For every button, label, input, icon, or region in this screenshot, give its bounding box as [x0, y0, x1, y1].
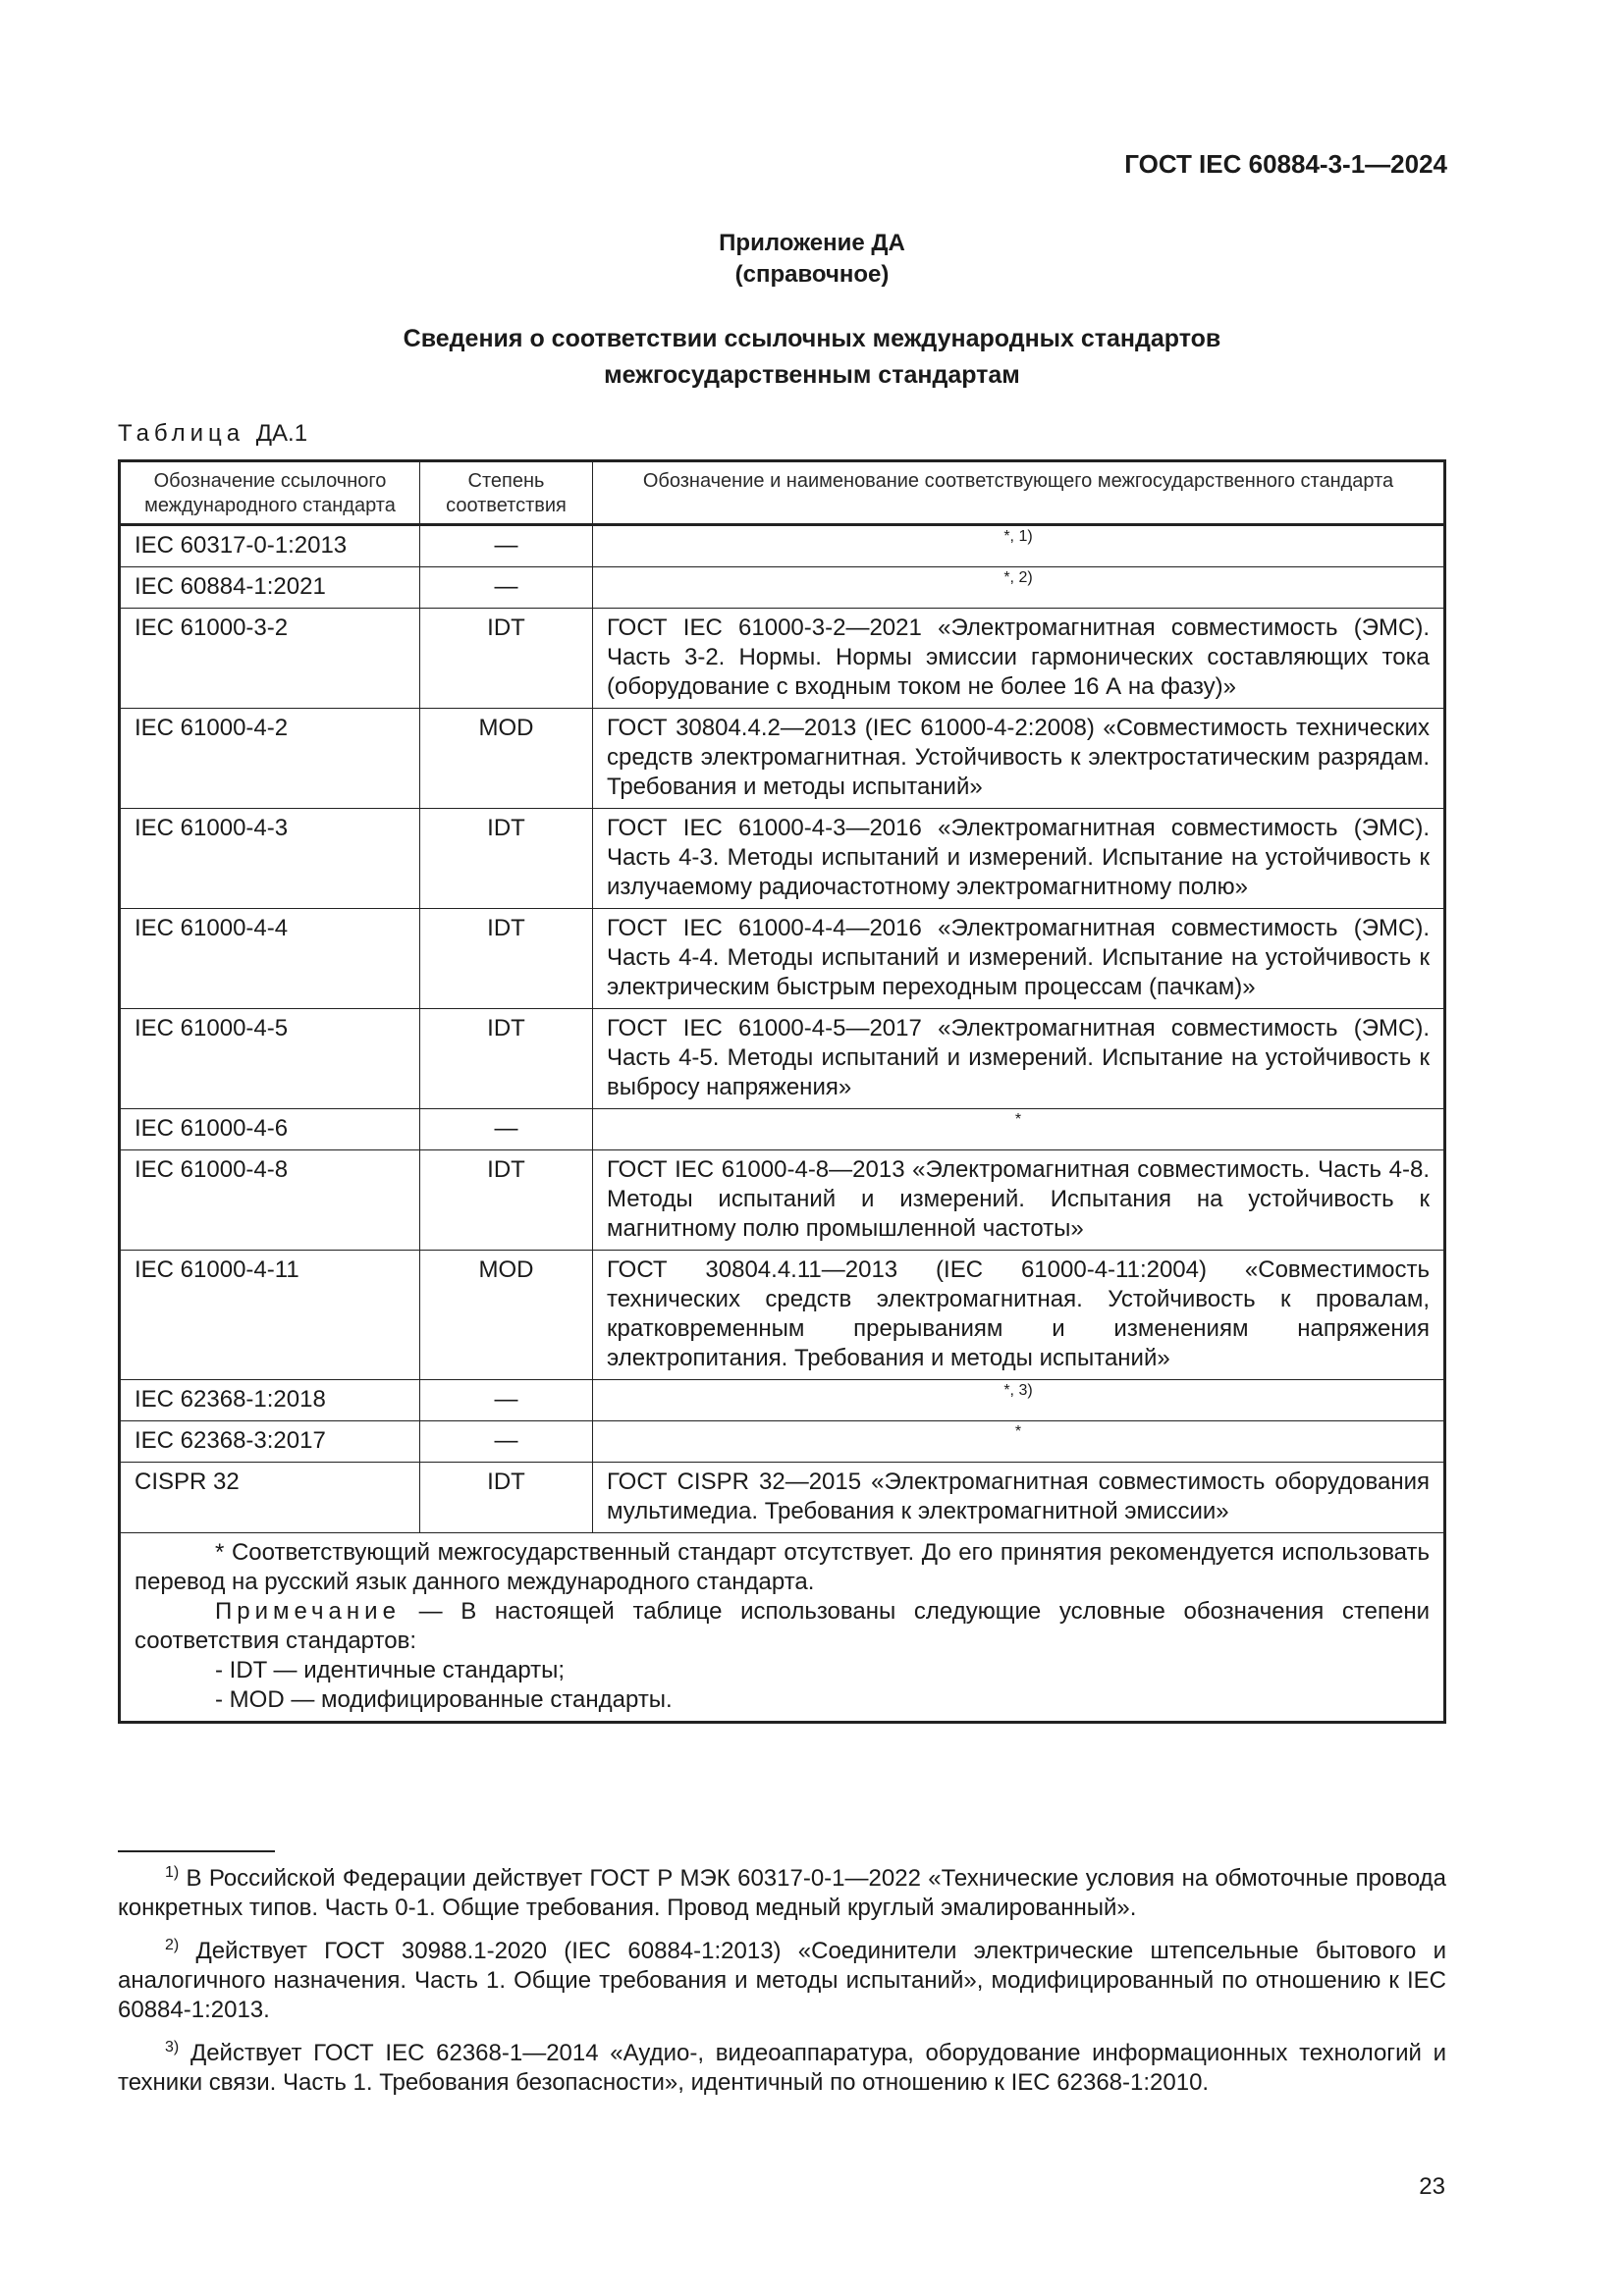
footnote-mark: 1) [165, 1864, 180, 1881]
table-row [120, 809, 1445, 909]
table-row [120, 1251, 1445, 1380]
note-list-item: - IDT — идентичные стандарты; [215, 1657, 566, 1683]
note-text: — В настоящей таблице использованы следующие условные обозначения степени соответствия стандартов: [135, 1598, 1430, 1654]
table-row [120, 609, 1445, 709]
appendix-title: Приложение ДА [719, 230, 905, 256]
cell-reference: IEC 61000-4-5 [120, 1009, 420, 1109]
footnote-text: Действует ГОСТ 30988.1-2020 (IEC 60884-1:2013) «Соединители электрические штепсельные бытового и аналогичного назначения. Часть 1. Общие требования и методы испытаний», модифицированный по отношению к IEC 60884-1:2013. [118, 1938, 1446, 2023]
note-label: Примечание [215, 1598, 401, 1625]
cell-name: ГОСТ IEC 61000-4-5—2017 «Электромагнитная совместимость (ЭМС). Часть 4-5. Методы испытаний и измерений. Испытание на устойчивость к выбросу напряжения» [593, 1009, 1445, 1109]
table-row [120, 1463, 1445, 1533]
cell-name: ГОСТ 30804.4.2—2013 (IEC 61000-4-2:2008) «Совместимость технических средств электромагнитная. Устойчивость к электростатическим разрядам. Требования и методы испытаний» [593, 709, 1445, 809]
cell-reference: IEC 62368-3:2017 [120, 1421, 420, 1463]
cell-degree: IDT [420, 1463, 593, 1533]
cell-reference: IEC 61000-4-2 [120, 709, 420, 809]
cell-reference: IEC 60884-1:2021 [120, 567, 420, 609]
table-header-row [120, 461, 1445, 525]
table-row [120, 909, 1445, 1009]
cell-name: *, 3) [593, 1380, 1445, 1421]
section-heading-line-1: Сведения о соответствии ссылочных международных стандартов [403, 325, 1221, 352]
footnote-mark: 2) [165, 1937, 180, 1953]
footnotes [118, 1858, 1446, 2106]
cell-reference: IEC 61000-4-4 [120, 909, 420, 1009]
table-caption-word: Таблица [118, 420, 245, 447]
table-note [120, 1533, 1445, 1723]
cell-name: ГОСТ IEC 61000-4-4—2016 «Электромагнитная совместимость (ЭМС). Часть 4-4. Методы испытаний и измерений. Испытание на устойчивость к электрическим быстрым переходным процессам (пачкам)» [593, 909, 1445, 1009]
cell-degree: IDT [420, 1009, 593, 1109]
cell-degree: MOD [420, 1251, 593, 1380]
table-row [120, 1380, 1445, 1421]
table-row [120, 709, 1445, 809]
table-row [120, 567, 1445, 609]
column-header-degree: Степень соответствия [420, 461, 593, 525]
cell-reference: IEC 61000-4-11 [120, 1251, 420, 1380]
cell-name: ГОСТ CISPR 32—2015 «Электромагнитная совместимость оборудования мультимедиа. Требования к электромагнитной эмиссии» [593, 1463, 1445, 1533]
cell-name: *, 1) [593, 525, 1445, 567]
table-row [120, 525, 1445, 567]
note-list-item: - MOD — модифицированные стандарты. [215, 1686, 673, 1713]
footnote [118, 2033, 1446, 2098]
table-caption-number: ДА.1 [255, 420, 308, 447]
table-row [120, 1009, 1445, 1109]
cell-reference: IEC 61000-4-6 [120, 1109, 420, 1150]
cell-name: ГОСТ IEC 61000-4-8—2013 «Электромагнитная совместимость. Часть 4-8. Методы испытаний и измерений. Испытания на устойчивость к магнитному полю промышленной частоты» [593, 1150, 1445, 1251]
document-code: ГОСТ IEC 60884-3-1—2024 [1124, 149, 1447, 179]
table-caption [118, 420, 307, 448]
footnote-text: Действует ГОСТ IEC 62368-1—2014 «Аудио-, видеоаппаратура, оборудование информационных технологий и техники связи. Часть 1. Требования безопасности», идентичный по отношению к IEC 62368-1:2010. [118, 2040, 1446, 2096]
table-row [120, 1150, 1445, 1251]
note-star-text: * Соответствующий межгосударственный стандарт отсутствует. До его принятия рекомендуется использовать перевод на русский язык данного международного стандарта. [135, 1539, 1430, 1595]
cell-reference: CISPR 32 [120, 1463, 420, 1533]
cell-degree: IDT [420, 1150, 593, 1251]
table-note-row [120, 1533, 1445, 1723]
cell-degree: IDT [420, 909, 593, 1009]
cell-name: * [593, 1421, 1445, 1463]
cell-degree: MOD [420, 709, 593, 809]
cell-reference: IEC 62368-1:2018 [120, 1380, 420, 1421]
cell-reference: IEC 61000-4-3 [120, 809, 420, 909]
cell-degree: — [420, 1421, 593, 1463]
footnote-text: В Российской Федерации действует ГОСТ Р МЭК 60317-0-1—2022 «Технические условия на обмоточные провода конкретных типов. Часть 0-1. Общие требования. Провод медный круглый эмалированный». [118, 1865, 1446, 1921]
cell-name: * [593, 1109, 1445, 1150]
cell-name: ГОСТ IEC 61000-3-2—2021 «Электромагнитная совместимость (ЭМС). Часть 3-2. Нормы. Нормы эмиссии гармонических составляющих тока (оборудование с входным током не более 16 А на фазу)» [593, 609, 1445, 709]
cell-degree: — [420, 1380, 593, 1421]
footnote-separator [118, 1850, 275, 1852]
section-heading-line-2: межгосударственным стандартам [604, 361, 1020, 389]
cell-reference: IEC 61000-3-2 [120, 609, 420, 709]
cell-degree: — [420, 525, 593, 567]
table-row [120, 1421, 1445, 1463]
appendix-block [0, 228, 1624, 291]
cell-reference: IEC 60317-0-1:2013 [120, 525, 420, 567]
cell-name: ГОСТ 30804.4.11—2013 (IEC 61000-4-11:2004) «Совместимость технических средств электромагнитная. Устойчивость к провалам, кратковременным прерываниям и изменениям напряжения электропитания. Требования и методы испытаний» [593, 1251, 1445, 1380]
footnote [118, 1931, 1446, 2025]
note-paragraph [135, 1597, 1430, 1656]
column-header-name: Обозначение и наименование соответствующего межгосударственного стандарта [593, 461, 1445, 525]
footnote [118, 1858, 1446, 1923]
cell-reference: IEC 61000-4-8 [120, 1150, 420, 1251]
cell-degree: IDT [420, 609, 593, 709]
column-header-reference: Обозначение ссылочного международного стандарта [120, 461, 420, 525]
cell-name: *, 2) [593, 567, 1445, 609]
section-heading [0, 321, 1624, 394]
footnote-mark: 3) [165, 2039, 180, 2056]
appendix-type: (справочное) [734, 261, 890, 288]
page-number: 23 [1419, 2173, 1445, 2200]
cell-degree: — [420, 1109, 593, 1150]
standards-table [118, 459, 1446, 1724]
cell-name: ГОСТ IEC 61000-4-3—2016 «Электромагнитная совместимость (ЭМС). Часть 4-3. Методы испытаний и измерений. Испытание на устойчивость к излучаемому радиочастотному электромагнитному полю» [593, 809, 1445, 909]
cell-degree: IDT [420, 809, 593, 909]
cell-degree: — [420, 567, 593, 609]
table-row [120, 1109, 1445, 1150]
